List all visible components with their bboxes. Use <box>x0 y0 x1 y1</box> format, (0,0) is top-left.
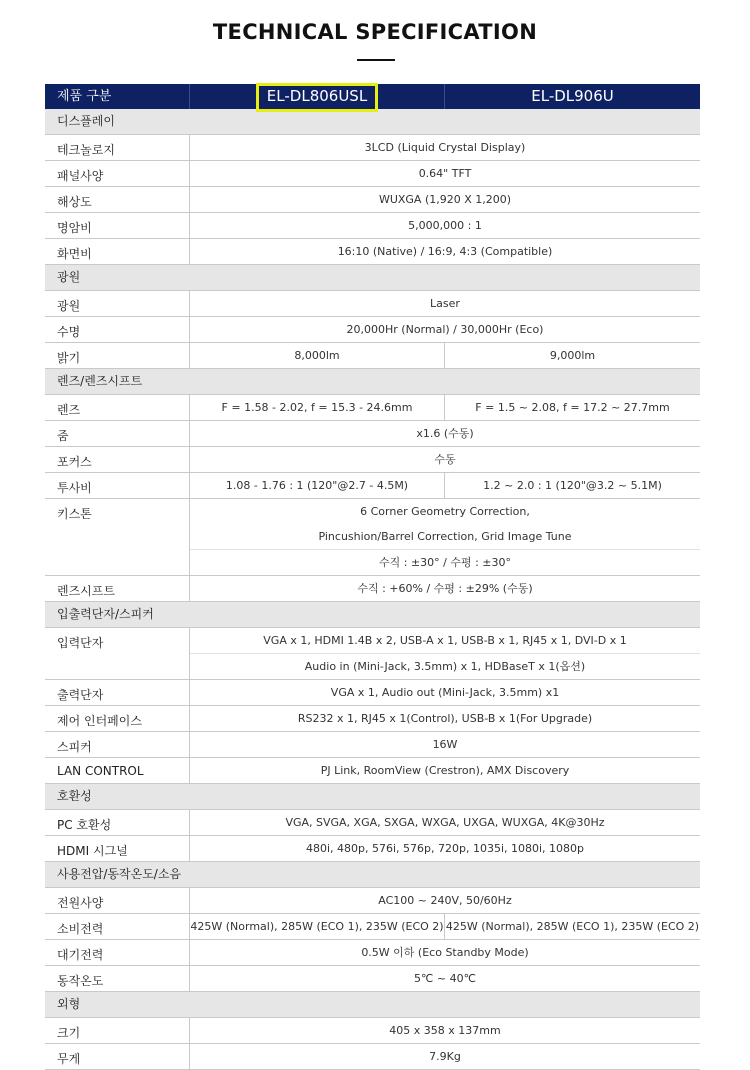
spec-value: 480i, 480p, 576i, 576p, 720p, 1035i, 1080i, 1080p <box>305 842 585 855</box>
spec-label: 동작온도 <box>45 966 190 991</box>
spec-value: WUXGA (1,920 X 1,200) <box>378 193 512 206</box>
page-title: TECHNICAL SPECIFICATION <box>212 20 538 44</box>
spec-label: PC 호환성 <box>45 810 190 835</box>
spec-label: 대기전력 <box>45 940 190 965</box>
spec-values <box>190 473 700 498</box>
spec-row <box>45 161 700 187</box>
spec-label: 화면비 <box>45 239 190 264</box>
spec-value: x1.6 (수동) <box>416 427 474 440</box>
spec-value: VGA x 1, Audio out (Mini-Jack, 3.5mm) x1 <box>330 686 560 699</box>
spec-row <box>45 758 700 784</box>
spec-label: 테크놀로지 <box>45 135 190 160</box>
value-model-b: 425W (Normal), 285W (ECO 1), 235W (ECO 2) <box>445 920 700 933</box>
spec-label: 제어 인터페이스 <box>45 706 190 731</box>
spec-row <box>45 187 700 213</box>
spec-values <box>190 1044 700 1069</box>
spec-values <box>190 499 700 575</box>
spec-label: 전원사양 <box>45 888 190 913</box>
spec-values <box>190 758 700 783</box>
spec-value: VGA, SVGA, XGA, SXGA, WXGA, UXGA, WUXGA, 4K@30Hz <box>285 816 605 829</box>
spec-row <box>45 914 700 940</box>
spec-value: Pincushion/Barrel Correction, Grid Image Tune <box>318 530 572 543</box>
value-model-a: F = 1.58 - 2.02, f = 15.3 - 24.6mm <box>190 395 445 420</box>
spec-row <box>45 447 700 473</box>
spec-row <box>45 1018 700 1044</box>
spec-value: 20,000Hr (Normal) / 30,000Hr (Eco) <box>346 323 544 336</box>
spec-label: LAN CONTROL <box>45 758 190 783</box>
spec-values <box>190 810 700 835</box>
spec-values <box>190 291 700 316</box>
split-values <box>190 473 700 498</box>
value-model-b: 1.2 ~ 2.0 : 1 (120"@3.2 ~ 5.1M) <box>483 479 662 492</box>
spec-values <box>190 135 700 160</box>
header-model-a <box>190 84 445 109</box>
spec-label: 소비전력 <box>45 914 190 939</box>
spec-row <box>45 628 700 680</box>
table-body <box>45 109 700 1070</box>
spec-label: HDMI 시그널 <box>45 836 190 861</box>
spec-label: 키스톤 <box>45 499 190 575</box>
section-header: 사용전압/동작온도/소음 <box>45 862 700 888</box>
spec-values <box>190 343 700 368</box>
section-header: 입출력단자/스피커 <box>45 602 700 628</box>
section-header: 디스플레이 <box>45 109 700 135</box>
spec-values <box>190 447 700 472</box>
spec-value: 수직 : +60% / 수평 : ±29% (수동) <box>357 582 533 595</box>
spec-row <box>45 213 700 239</box>
spec-label: 포커스 <box>45 447 190 472</box>
spec-values <box>190 966 700 991</box>
spec-values <box>190 395 700 420</box>
spec-label: 해상도 <box>45 187 190 212</box>
spec-values <box>190 239 700 264</box>
spec-value: 0.5W 이하 (Eco Standby Mode) <box>361 946 529 959</box>
spec-values <box>190 421 700 446</box>
spec-row <box>45 239 700 265</box>
spec-label: 밝기 <box>45 343 190 368</box>
value-model-b: F = 1.5 ~ 2.08, f = 17.2 ~ 27.7mm <box>475 401 670 414</box>
spec-label: 패널사양 <box>45 161 190 186</box>
spec-label: 크기 <box>45 1018 190 1043</box>
spec-row <box>45 680 700 706</box>
spec-values <box>190 940 700 965</box>
split-values <box>190 395 700 420</box>
spec-values <box>190 732 700 757</box>
spec-label: 수명 <box>45 317 190 342</box>
spec-values <box>190 706 700 731</box>
spec-row <box>45 940 700 966</box>
spec-row <box>45 836 700 862</box>
split-values <box>190 914 700 939</box>
spec-row <box>45 135 700 161</box>
spec-values <box>190 914 700 939</box>
spec-row <box>45 1044 700 1070</box>
spec-row <box>45 291 700 317</box>
spec-values <box>190 628 700 679</box>
spec-values <box>190 680 700 705</box>
spec-values <box>190 317 700 342</box>
spec-value: Laser <box>430 297 460 310</box>
spec-value: 5,000,000 : 1 <box>408 219 482 232</box>
spec-row <box>45 966 700 992</box>
header-label: 제품 구분 <box>45 84 190 109</box>
spec-row <box>45 343 700 369</box>
spec-label: 출력단자 <box>45 680 190 705</box>
value-model-a: 1.08 - 1.76 : 1 (120"@2.7 - 4.5M) <box>190 473 445 498</box>
value-model-b: 9,000lm <box>549 349 596 362</box>
spec-value: 7.9Kg <box>429 1050 461 1063</box>
spec-label: 투사비 <box>45 473 190 498</box>
spec-value: Audio in (Mini-Jack, 3.5mm) x 1, HDBaseT x 1(옵션) <box>190 653 700 679</box>
title-underline <box>357 59 395 61</box>
spec-values <box>190 576 700 601</box>
spec-row <box>45 810 700 836</box>
section-header: 호환성 <box>45 784 700 810</box>
spec-label: 입력단자 <box>45 628 190 679</box>
section-header: 외형 <box>45 992 700 1018</box>
spec-row <box>45 888 700 914</box>
spec-value: PJ Link, RoomView (Crestron), AMX Discovery <box>320 764 570 777</box>
section-header: 광원 <box>45 265 700 291</box>
spec-values <box>190 213 700 238</box>
spec-label: 무게 <box>45 1044 190 1069</box>
spec-table <box>45 84 700 1070</box>
spec-row <box>45 499 700 576</box>
spec-value: 3LCD (Liquid Crystal Display) <box>364 141 526 154</box>
spec-row <box>45 395 700 421</box>
spec-label: 줌 <box>45 421 190 446</box>
table-header <box>45 84 700 109</box>
spec-row <box>45 576 700 602</box>
spec-label: 렌즈 <box>45 395 190 420</box>
header-model-b: EL-DL906U <box>531 87 614 105</box>
spec-row <box>45 732 700 758</box>
spec-row <box>45 473 700 499</box>
spec-label: 명암비 <box>45 213 190 238</box>
spec-value: 405 x 358 x 137mm <box>389 1024 501 1037</box>
spec-values <box>190 187 700 212</box>
spec-label: 스피커 <box>45 732 190 757</box>
spec-row <box>45 421 700 447</box>
spec-value: 6 Corner Geometry Correction, <box>360 505 530 518</box>
spec-value: 16W <box>432 738 458 751</box>
spec-values <box>190 836 700 861</box>
spec-row <box>45 706 700 732</box>
spec-value: 5℃ ~ 40℃ <box>414 972 476 985</box>
spec-value: 수동 <box>434 453 456 466</box>
value-model-a: 425W (Normal), 285W (ECO 1), 235W (ECO 2) <box>190 914 445 939</box>
spec-value: VGA x 1, HDMI 1.4B x 2, USB-A x 1, USB-B x 1, RJ45 x 1, DVI-D x 1 <box>263 634 627 647</box>
spec-label: 렌즈시프트 <box>45 576 190 601</box>
spec-values <box>190 1018 700 1043</box>
spec-label: 광원 <box>45 291 190 316</box>
spec-value: 수직 : ±30° / 수평 : ±30° <box>190 549 700 575</box>
spec-row <box>45 317 700 343</box>
spec-values <box>190 161 700 186</box>
spec-value: 16:10 (Native) / 16:9, 4:3 (Compatible) <box>337 245 553 258</box>
header-model-a-text: EL-DL806USL <box>266 87 368 105</box>
spec-value: RS232 x 1, RJ45 x 1(Control), USB-B x 1(For Upgrade) <box>297 712 593 725</box>
spec-values <box>190 888 700 913</box>
section-header: 렌즈/렌즈시프트 <box>45 369 700 395</box>
value-model-a: 8,000lm <box>190 343 445 368</box>
split-values <box>190 343 700 368</box>
spec-value: 0.64" TFT <box>418 167 472 180</box>
spec-value: AC100 ~ 240V, 50/60Hz <box>378 894 512 907</box>
